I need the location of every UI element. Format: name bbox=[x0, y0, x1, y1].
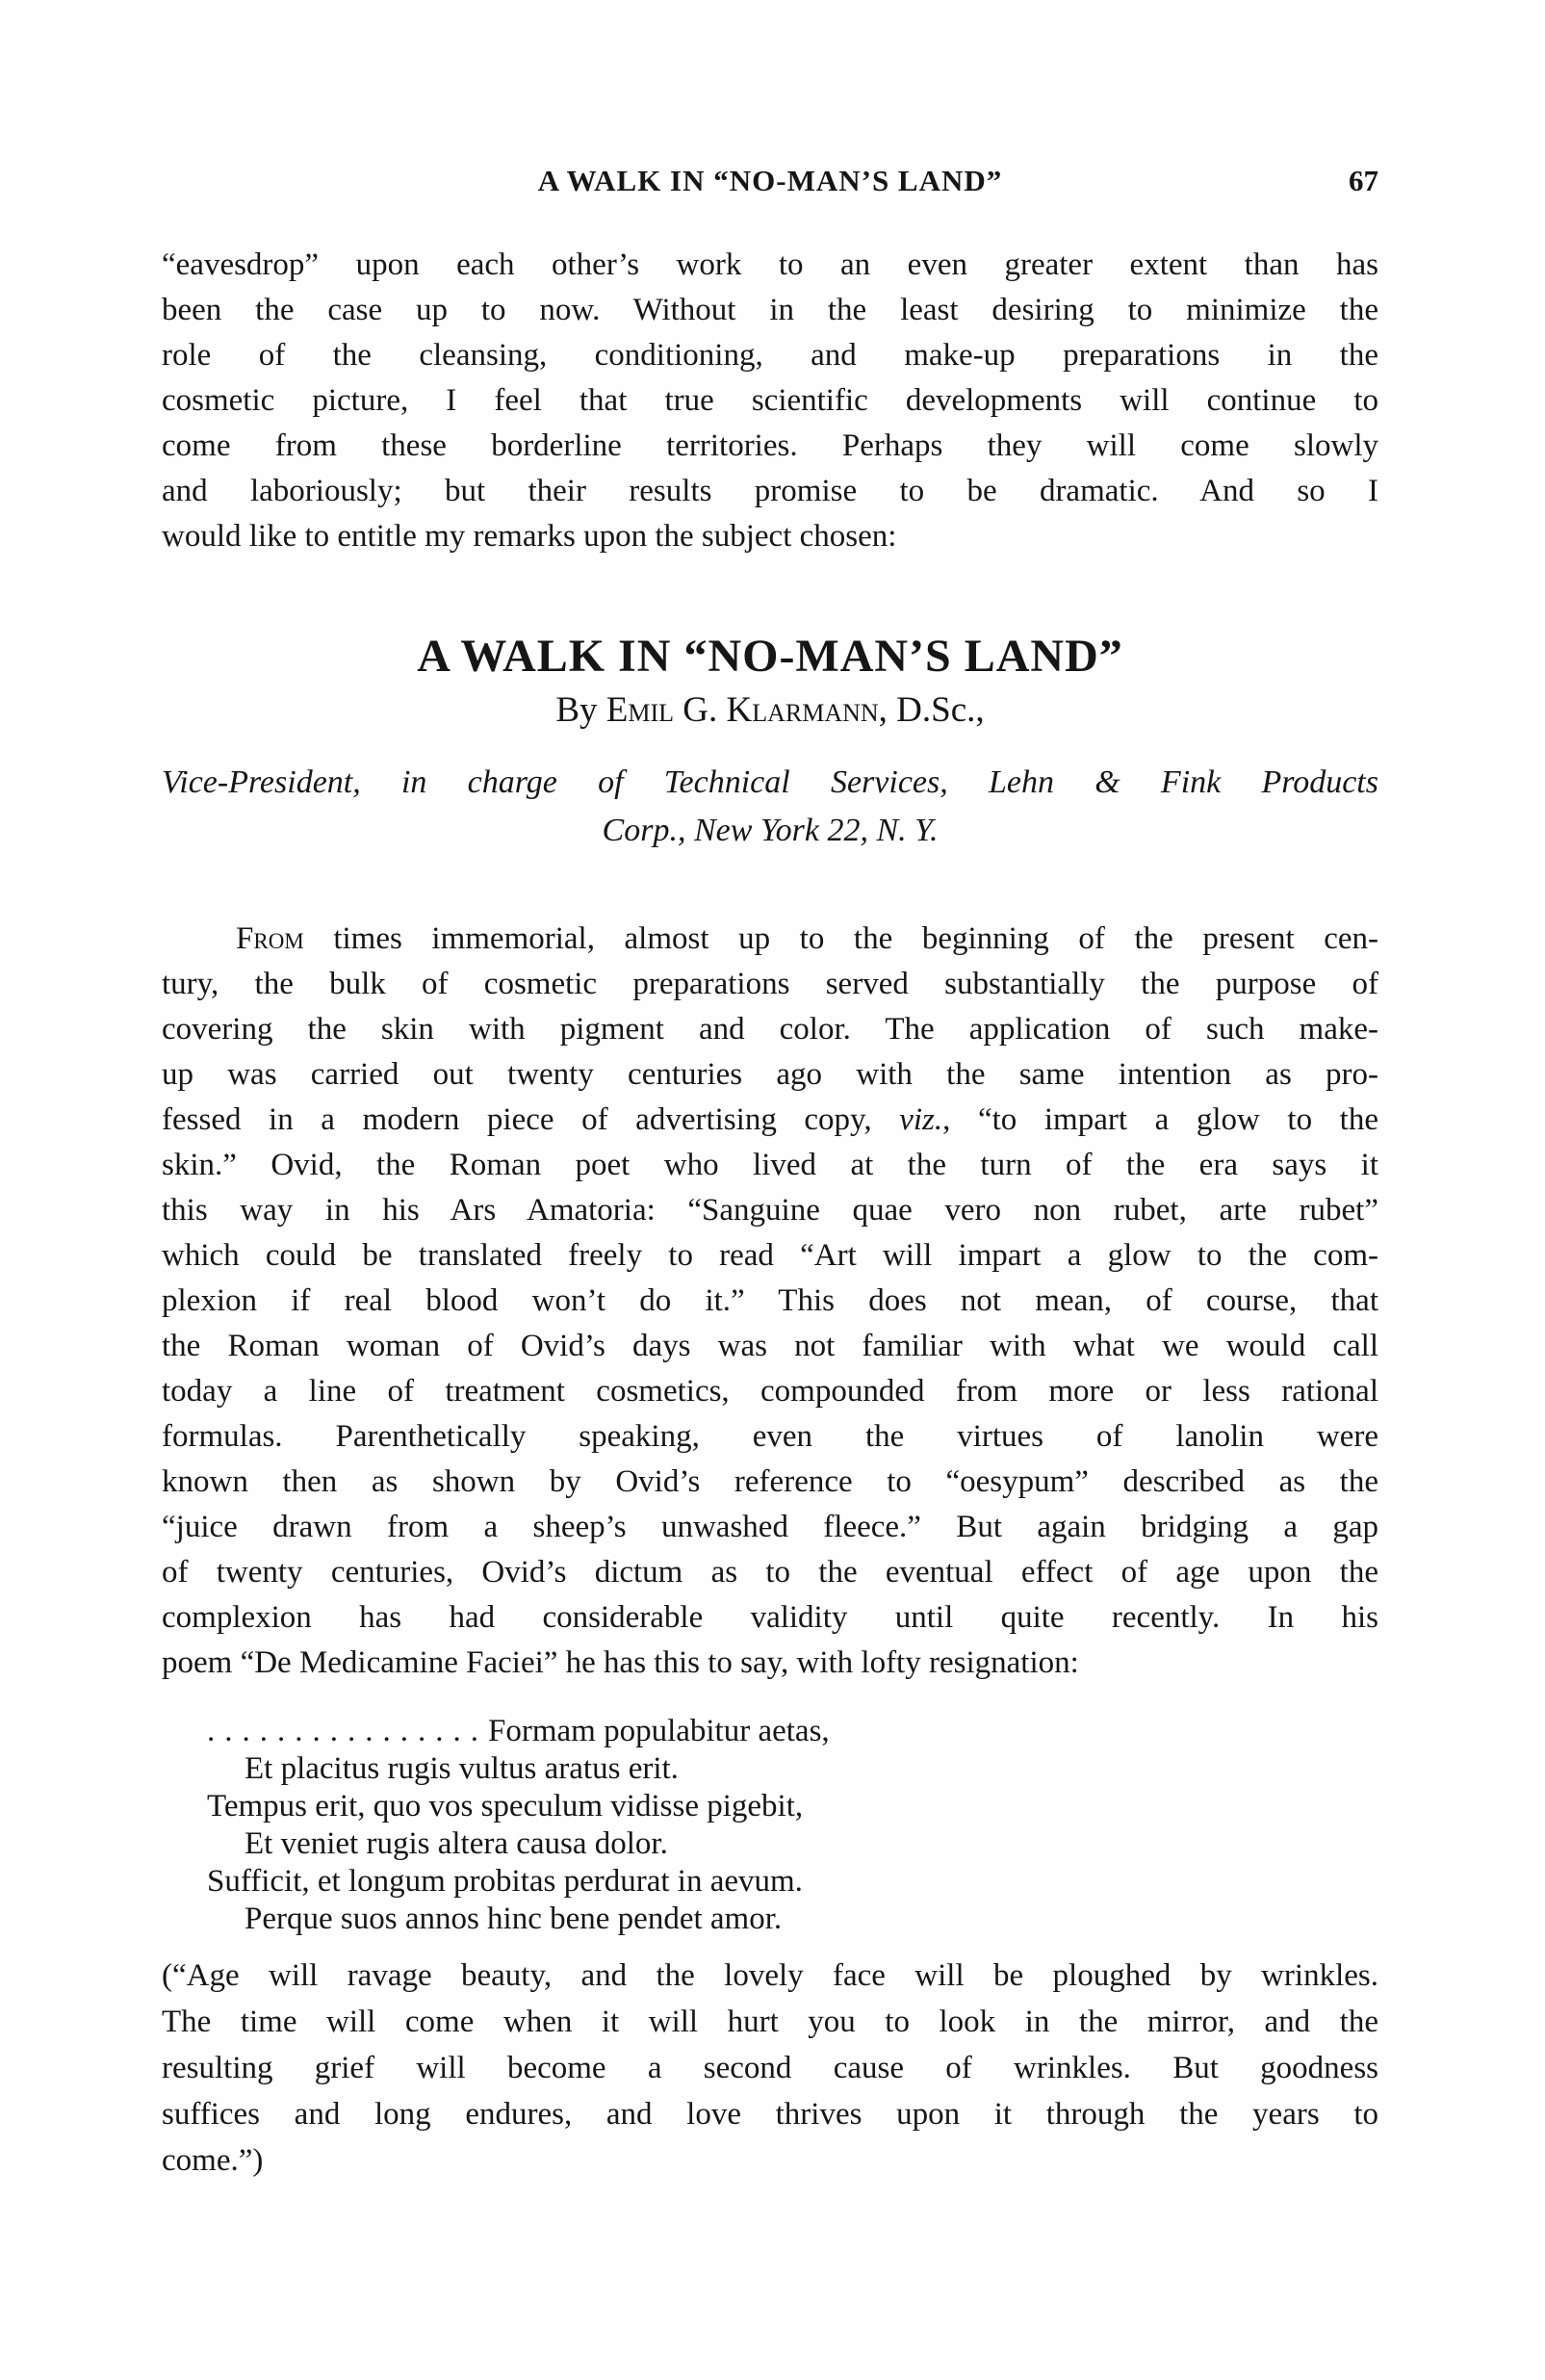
running-head-title: A WALK IN “NO-MAN’S LAND” bbox=[537, 164, 1003, 197]
affiliation-line: Vice-President, in charge of Technical Services, Lehn & Fink Products bbox=[162, 764, 1378, 800]
body-line-text: times immemorial, almost up to the beginning of the present cen- bbox=[303, 921, 1378, 956]
poem-line-text: Formam populabitur aetas, bbox=[488, 1714, 830, 1748]
affiliation-line: Corp., New York 22, N. Y. bbox=[602, 813, 939, 848]
intro-line: role of the cleansing, conditioning, and make-up preparations in the bbox=[162, 338, 1378, 373]
poem-line: Tempus erit, quo vos speculum vidisse pigebit, bbox=[207, 1789, 804, 1824]
translation-line: (“Age will ravage beauty, and the lovely face will be ploughed by wrinkles. bbox=[162, 1958, 1378, 1993]
intro-line: cosmetic picture, I feel that true scientific developments will continue to bbox=[162, 383, 1378, 418]
body-line-text: fessed in a modern piece of advertising copy, bbox=[162, 1102, 900, 1137]
poem-line bbox=[162, 1713, 1378, 1750]
lead-word-small-caps: From bbox=[236, 921, 304, 956]
body-line: plexion if real blood won’t do it.” This does not mean, of course, that bbox=[162, 1283, 1378, 1318]
body-line: covering the skin with pigment and color. The application of such make- bbox=[162, 1012, 1378, 1047]
poem-line: Perque suos annos hinc bene pendet amor. bbox=[245, 1901, 783, 1936]
body-line: this way in his Ars Amatoria: “Sanguine quae vero non rubet, arte rubet” bbox=[162, 1193, 1378, 1228]
body-line: which could be translated freely to read “Art will impart a glow to the com- bbox=[162, 1238, 1378, 1273]
author-name: Emil G. Klarmann bbox=[605, 690, 879, 730]
body-line: up was carried out twenty centuries ago with the same intention as pro- bbox=[162, 1057, 1378, 1092]
page-number: 67 bbox=[1349, 164, 1378, 197]
body-line: known then as shown by Ovid’s reference to “oesypum” described as the bbox=[162, 1464, 1378, 1499]
body-line bbox=[162, 1098, 1378, 1143]
article-title: A WALK IN “NO-MAN’S LAND” bbox=[417, 631, 1123, 682]
translation-line-last: come.”) bbox=[162, 2143, 264, 2178]
body-line bbox=[162, 917, 1378, 962]
poem-line: Et veniet rugis altera causa dolor. bbox=[245, 1826, 668, 1861]
poem-line: Sufficit, et longum probitas perdurat in aevum. bbox=[207, 1864, 803, 1899]
intro-line: “eavesdrop” upon each other’s work to an even greater extent than has bbox=[162, 247, 1378, 282]
poem-leader-dots: ................ bbox=[207, 1714, 488, 1748]
author-affiliation bbox=[162, 759, 1378, 855]
intro-line: and laboriously; but their results promise to be dramatic. And so I bbox=[162, 474, 1378, 508]
translation-line: resulting grief will become a second cause of wrinkles. But goodness bbox=[162, 2051, 1378, 2085]
viz-italic: viz. bbox=[899, 1102, 943, 1137]
translation-line: The time will come when it will hurt you to look in the mirror, and the bbox=[162, 2005, 1378, 2039]
body-line: tury, the bulk of cosmetic preparations served substantially the purpose of bbox=[162, 967, 1378, 1001]
byline-suffix: , D.Sc., bbox=[878, 690, 985, 730]
body-line: the Roman woman of Ovid’s days was not familiar with what we would call bbox=[162, 1329, 1378, 1363]
body-line-text: , “to impart a glow to the bbox=[942, 1102, 1378, 1137]
intro-line-last: would like to entitle my remarks upon the subject chosen: bbox=[162, 519, 897, 554]
body-line: complexion has had considerable validity until quite recently. In his bbox=[162, 1600, 1378, 1635]
body-line-last: poem “De Medicamine Faciei” he has this to say, with lofty resignation: bbox=[162, 1645, 1079, 1680]
latin-poem bbox=[162, 1713, 1378, 1938]
body-line: “juice drawn from a sheep’s unwashed fleece.” But again bridging a gap bbox=[162, 1510, 1378, 1544]
poem-line: Et placitus rugis vultus aratus erit. bbox=[245, 1751, 679, 1786]
translation-paragraph bbox=[162, 1953, 1378, 2184]
body-line: of twenty centuries, Ovid’s dictum as to the eventual effect of age upon the bbox=[162, 1555, 1378, 1590]
running-head bbox=[162, 164, 1378, 202]
body-line: today a line of treatment cosmetics, compounded from more or less rational bbox=[162, 1374, 1378, 1409]
main-paragraph bbox=[162, 917, 1378, 1686]
byline-prefix: By bbox=[555, 690, 606, 730]
intro-paragraph bbox=[162, 243, 1378, 559]
body-line: skin.” Ovid, the Roman poet who lived at the turn of the era says it bbox=[162, 1148, 1378, 1182]
intro-line: been the case up to now. Without in the least desiring to minimize the bbox=[162, 293, 1378, 327]
byline bbox=[162, 689, 1378, 737]
translation-line: suffices and long endures, and love thrives upon it through the years to bbox=[162, 2097, 1378, 2132]
body-line: formulas. Parenthetically speaking, even the virtues of lanolin were bbox=[162, 1419, 1378, 1454]
intro-line: come from these borderline territories. Perhaps they will come slowly bbox=[162, 428, 1378, 463]
